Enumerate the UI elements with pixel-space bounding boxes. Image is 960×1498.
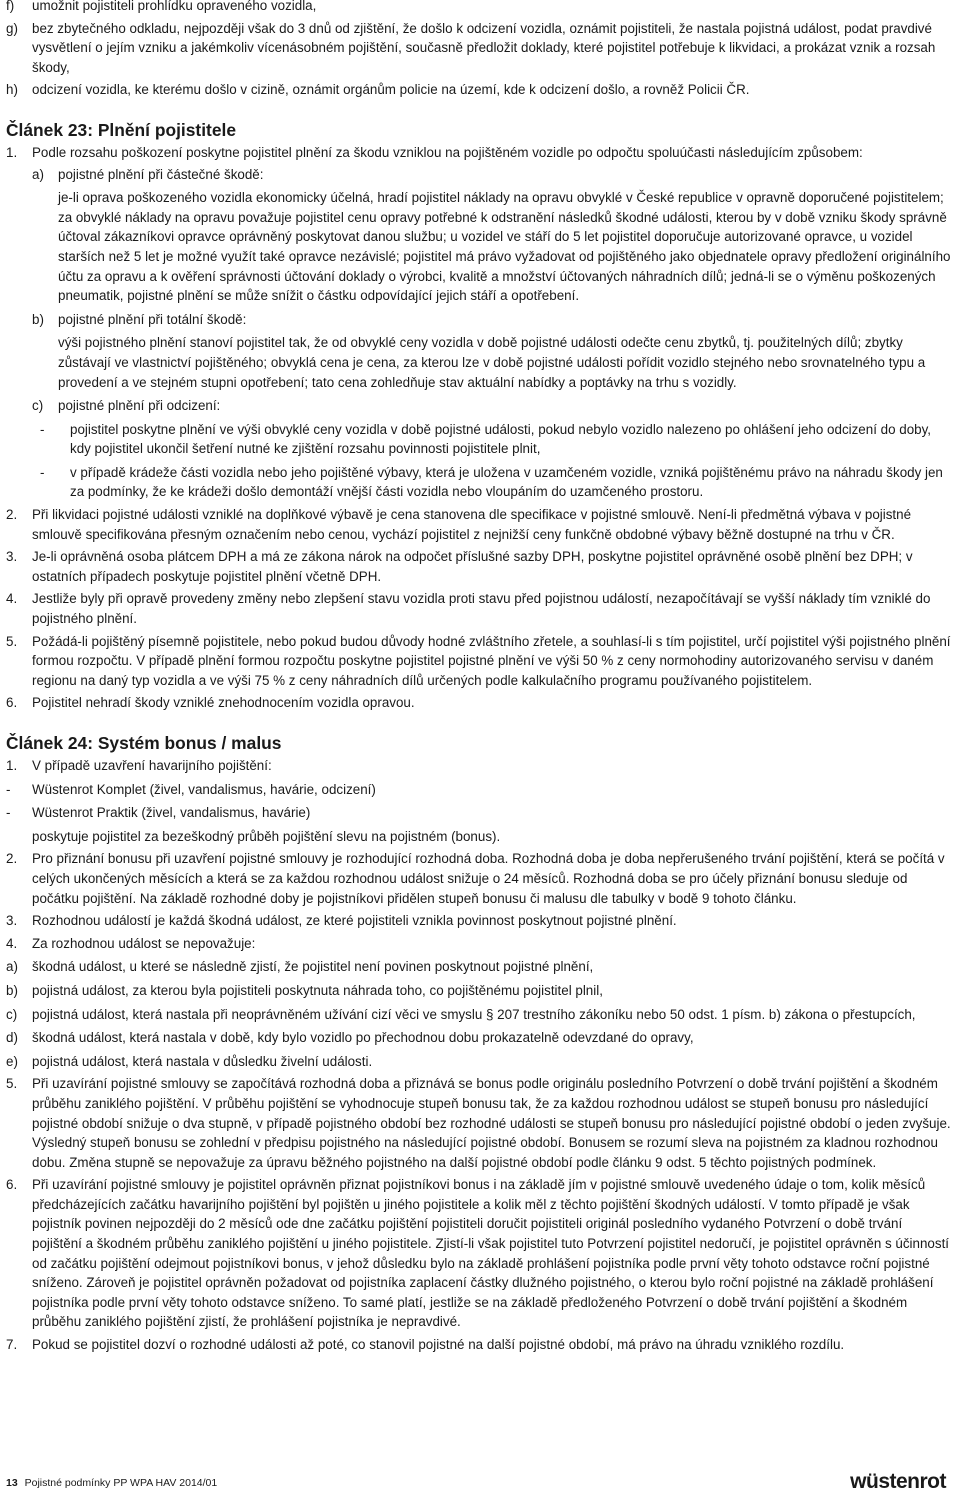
item-text: pojistná událost, za kterou byla pojistiteli poskytnuta náhrada toho, co pojištěnému pojistitel plnil, — [32, 982, 603, 998]
a24-paragraph-4 — [6, 934, 954, 954]
a24-paragraph-7 — [6, 1335, 954, 1355]
item-text: Jestliže byly při opravě provedeny změny nebo zlepšení stavu vozidla proti stavu před pojistnou událostí, nezapočítávají se vyšší náklady tím vzniklé do pojistného plnění. — [32, 591, 931, 627]
item-label: h) — [6, 82, 18, 98]
item-text: Za rozhodnou událost se nepovažuje: — [32, 935, 256, 951]
item-label: 5. — [6, 1076, 18, 1092]
a24-paragraph-1 — [6, 756, 954, 776]
item-label: f) — [6, 0, 15, 13]
list-item-f — [6, 0, 954, 16]
a24-paragraph-1-dash-1 — [6, 780, 954, 800]
a23-item-b-body: výši pojistného plnění stanoví pojistitel tak, že od obvyklé ceny vozidla v době pojistné události odečte cenu zbytků, tj. použitelných dílů; zbytky zůstávají ve vlastnictví pojištěného; obvyklá cena je cena, za kterou lze v době pojistné události pořídit vozidlo stejného nebo srovnatelného typu a provedení a ve stejném stupni opotřebení; tato cena zohledňuje stav aktuální nabídky a poptávky na trhu s vozidly. — [58, 335, 926, 390]
item-text: škodná událost, u které se následně zjistí, že pojistitel není povinen poskytnout pojistné plnění, — [32, 959, 594, 975]
item-label: 4. — [6, 591, 18, 607]
a23-item-c-dash-1 — [6, 420, 954, 459]
item-label: e) — [6, 1053, 18, 1069]
item-label: g) — [6, 20, 18, 36]
article-24-title: Článek 24: Systém bonus / malus — [6, 733, 282, 753]
item-label: 6. — [6, 1177, 18, 1193]
item-text: Pokud se pojistitel dozví o rozhodné události až poté, co stanovil pojistné na další pojistné období, má právo na úhradu vzniklého rozdílu. — [32, 1337, 845, 1353]
item-label: a) — [32, 166, 44, 182]
a24-item-e — [6, 1052, 954, 1072]
a24-paragraph-1-tail: poskytuje pojistitel za bezeškodný průběh pojištění slevu na pojistném (bonus). — [32, 828, 501, 844]
footer-text: Pojistné podmínky PP WPA HAV 2014/01 — [24, 1477, 218, 1489]
item-text: Je-li oprávněná osoba plátcem DPH a má ze zákona nárok na odpočet příslušné sazby DPH, poskytne pojistitel oprávněné osobě plnění bez DPH; v ostatních případech poskytuje pojistitel plnění včetně DPH. — [32, 549, 913, 584]
item-label: 6. — [6, 695, 18, 711]
item-label: b) — [6, 982, 18, 998]
a24-paragraph-6 — [6, 1175, 954, 1332]
a23-item-c — [32, 396, 954, 416]
item-label: c) — [32, 398, 44, 414]
a23-paragraph-3 — [6, 547, 954, 586]
a23-paragraph-6 — [6, 693, 954, 713]
item-text: bez zbytečného odkladu, nejpozději však do 3 dnů od zjištění, že došlo k odcizení vozidla, oznámit pojistiteli, že nastala pojistná událost, podat pravdivé vysvětlení o jejím vzniku a jakémkoliv vícenásobném pojištění, současně předložit doklady, které pojistitel potřebuje k likvidaci, a prokázat vznik a rozsah škody, — [32, 20, 936, 75]
a23-item-a-body: je-li oprava poškozeného vozidla ekonomicky účelná, hradí pojistitel náklady na opravu obvyklé v České republice v opravně doporučené pojistitelem; za obvyklé náklady na opravu považuje pojistitel cenu opravy potřebné k odstranění následků škodné události, kterou by v době vzniku škody správně účtoval zákazníkovi opravce oprávněný poskytovat danou službu; u vozidel ve stáří do 5 let pojistitel doporučuje autorizované opravce, u vozidel starších než 5 let je možné využít také opravce nezávislé; pojistitel má právo vyžadovat od pojištěného jako objednatele opravy předložení originálního účtu za opravu a k ověření správnosti účtování doklady o výrobci, kvalitě a množství účtovaných náhradních dílů; jedná-li se o výměnu poškozených pneumatik, pojistné plnění se může snížit o částku odpovídající jejich stáří a opotřebení. — [58, 190, 951, 304]
a23-item-a — [32, 165, 954, 185]
a23-paragraph-1 — [6, 143, 954, 163]
dash-label: - — [40, 421, 45, 437]
item-text: Při likvidaci pojistné události vzniklé na doplňkové výbavě je cena stanovena dle specifikace v pojistné smlouvě. Není-li předmětná výbava v pojistné smlouvě specifikována přesným označením nebo cenou, vychází pojistitel z nejnižší ceny funkčně obdobné výbavy běžně dostupné na trhu v ČR. — [32, 507, 912, 542]
item-text: Pro přiznání bonusu při uzavření pojistné smlouvy je rozhodující rozhodná doba. Rozhodná doba je doba nepřerušeného trvání pojištění, která se počítá v celých ukončených měsících a která se za každou rozhodnou událost snižuje o 24 měsíců. Rozhodná doba se pro účely přiznání bonusu sleduje od počátku pojištění. Na základě rozhodné doby je pojistníkovi přidělen stupeň bonusu či malusu dle tabulky v bodě 9 tohoto článku. — [32, 851, 945, 906]
item-label: a) — [6, 959, 18, 975]
item-label: 1. — [6, 758, 18, 773]
item-text: odcizení vozidla, ke kterému došlo v cizině, oznámit orgánům policie na území, kde k odcizení došlo, a rovněž Policii ČR. — [32, 82, 750, 98]
a24-paragraph-3 — [6, 911, 954, 931]
a24-item-d — [6, 1028, 954, 1048]
a23-paragraph-5 — [6, 632, 954, 691]
item-text: V případě uzavření havarijního pojištění: — [32, 758, 272, 773]
page-footer — [6, 1477, 217, 1489]
item-label: 4. — [6, 935, 18, 951]
item-text: pojistná událost, která nastala při neoprávněném užívání cizí věci ve smyslu § 207 trestního zákoníku nebo 50 odst. 1 písm. b) zákona o přestupcích, — [32, 1006, 916, 1022]
item-text: pojistné plnění při totální škodě: — [58, 311, 247, 327]
item-text: Při uzavírání pojistné smlouvy je pojistitel oprávněn přiznat pojistníkovi bonus i na základě jím v pojistné smlouvě uvedeného údaje o tom, kolik měsíců předcházejících začátku havarijního pojištění byl pojištěn u jiného pojistitele a kolik měl z těchto pojištění škodných událostí. V tomto případě je však pojistník povinen nejpozději do 2 měsíců ode dne začátku pojištění pojistiteli doručit pojistiteli originál posledního vydaného Potvrzení o době trvání pojištění a škodném průběhu zaniklého pojištění u jiného pojistitele. Zjistí-li však pojistitel tuto Potvrzení pojistitel nedoručí, je pojistitel oprávněn s účinností od začátku pojištění odejmout pojistníkovi bonus, v jehož důsledku bylo na základě prohlášení pojistníka podle první věty tohoto odstavce roční pojistné sníženo. Zároveň je pojistitel oprávněn požadovat od pojistníka zaplacení částky dlužného pojistného, o kterou bylo roční pojistné na základě prohlášení pojistníka podle první věty tohoto odstavce sníženo. To samé platí, jestliže se na základě předloženého Potvrzení o době trvání pojištění a škodném průběhu zaniklého pojištění zjistí, že prohlášení pojistníka je nepravdivé. — [32, 1177, 950, 1330]
a24-item-c — [6, 1005, 954, 1025]
a24-item-a — [6, 957, 954, 977]
a24-paragraph-5 — [6, 1074, 954, 1172]
item-label: b) — [32, 311, 44, 327]
a24-item-b — [6, 981, 954, 1001]
item-text: Požádá-li pojištěný písemně pojistitele, nebo pokud budou důvody hodné zvláštního zřetele, a souhlasí-li s tím pojistitel, určí pojistitel výši pojistného plnění formou rozpočtu. V případě plnění formou rozpočtu poskytne pojistitel pojistné plnění ve výši 50 % z ceny normohodiny autorizovaného servisu v daném regionu na daný typ vozidla a ve výši 75 % z ceny náhradních dílů určených podle kalkulačního programu používaného pojistitelem. — [32, 633, 951, 688]
a24-paragraph-2 — [6, 849, 954, 908]
item-text: Podle rozsahu poškození poskytne pojistitel plnění za škodu vzniklou na pojištěném vozidle po odpočtu spoluúčasti následujícím způsobem: — [32, 144, 863, 160]
a23-paragraph-2 — [6, 505, 954, 544]
item-text: Rozhodnou událostí je každá škodná událost, ze které pojistiteli vznikla povinnost poskytnout pojistné plnění. — [32, 913, 677, 929]
article-23-title: Článek 23: Plnění pojistitele — [6, 119, 237, 140]
item-label: d) — [6, 1030, 18, 1046]
dash-label: - — [6, 781, 11, 797]
dash-text: Wüstenrot Komplet (živel, vandalismus, havárie, odcizení) — [32, 781, 376, 797]
item-label: c) — [6, 1006, 18, 1022]
item-label: 2. — [6, 507, 18, 523]
list-item-h — [6, 80, 954, 100]
page-number: 13 — [6, 1477, 18, 1489]
item-label: 3. — [6, 913, 18, 929]
item-text: škodná událost, která nastala v době, kdy bylo vozidlo po přechodnou dobu prokazatelně odevzdané do opravy, — [32, 1030, 694, 1046]
dash-label: - — [40, 464, 45, 480]
a23-paragraph-4 — [6, 589, 954, 628]
document-page — [6, 0, 954, 1355]
item-text: umožnit pojistiteli prohlídku opraveného vozidla, — [32, 0, 317, 13]
item-text: Při uzavírání pojistné smlouvy se započítává rozhodná doba a přiznává se bonus podle originálu posledního Potvrzení o době trvání pojištění a škodném průběhu zaniklého pojištění. V průběhu pojištění se vyhodnocuje stupeň bonusu tak, že za každou rozhodnou událost se stupeň bonusu pro následující pojistné období snižuje o dva stupně, v případě pojistného období bez rozhodné události se stupeň bonusu pro následující pojistné období o jeden zvyšuje. Výsledný stupeň bonusu se zohlední v předpisu pojistného na následující pojistné období. Bonusem se rozumí sleva na pojistném za kladnou rozhodnou dobu. Změna stupně se nepovažuje za úpravu běžného pojistného na další pojistné období podle článku 9 odst. 5 těchto pojistných podmínek. — [32, 1076, 951, 1170]
dash-label: - — [6, 805, 11, 821]
item-label: 5. — [6, 633, 18, 649]
item-text: Pojistitel nehradí škody vzniklé znehodnocením vozidla opravou. — [32, 695, 415, 711]
dash-text: pojistitel poskytne plnění ve výši obvyklé ceny vozidla v době pojistné události, pokud nebylo vozidlo nalezeno po ohlášení jeho odcizení do doby, kdy pojistitel ukončil šetření nutné ke zjištění rozsahu povinnosti pojistitele plnit, — [70, 421, 932, 457]
item-label: 3. — [6, 549, 18, 565]
item-text: pojistné plnění při odcizení: — [58, 398, 221, 414]
dash-text: v případě krádeže části vozidla nebo jeho pojištěné výbavy, která je uložena v uzamčeném vozidle, vzniká pojištěnému právo na náhradu škody jen za podmínky, že ke krádeži došlo demontáží vnější části vozidla nebo vloupáním do uzamčeného prostoru. — [70, 464, 943, 500]
item-text: pojistné plnění při částečné škodě: — [58, 166, 264, 182]
item-label: 7. — [6, 1337, 18, 1353]
item-label: 2. — [6, 851, 18, 867]
list-item-g — [6, 19, 954, 78]
a23-item-c-dash-2 — [6, 463, 954, 502]
dash-text: Wüstenrot Praktik (živel, vandalismus, havárie) — [32, 805, 311, 821]
a24-paragraph-1-dash-2 — [6, 803, 954, 823]
brand-logo: wüstenrot — [850, 1470, 946, 1493]
a23-item-b — [32, 310, 954, 330]
item-text: pojistná událost, která nastala v důsledku živelní události. — [32, 1053, 373, 1069]
item-label: 1. — [6, 144, 18, 160]
